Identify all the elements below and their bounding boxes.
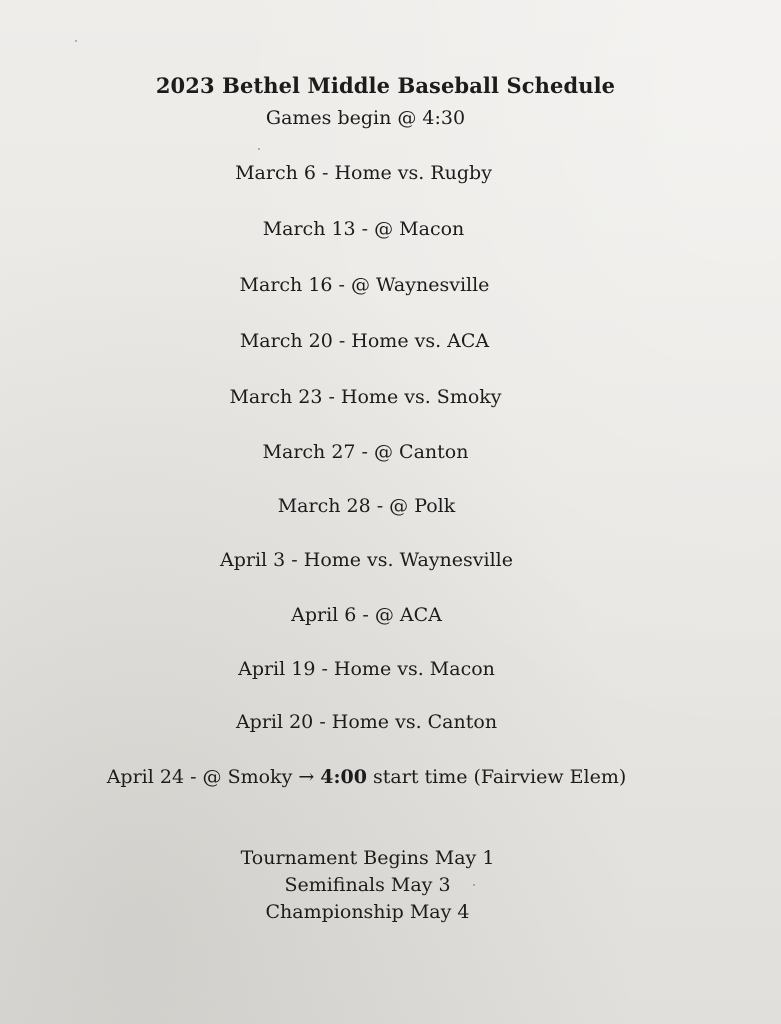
postseason-line: Tournament Begins May 1 [240,847,495,869]
final-game-prefix: April 24 - @ Smoky → [106,766,321,788]
game-row: March 28 - @ Polk [277,495,456,517]
page-subtitle: Games begin @ 4:30 [265,107,466,129]
paper-speck [258,148,260,150]
game-row: April 6 - @ ACA [291,604,442,626]
page-title: 2023 Bethel Middle Baseball Schedule [155,73,616,98]
game-row: April 19 - Home vs. Macon [238,658,495,680]
game-row: March 13 - @ Macon [262,218,465,240]
game-row-final [0,765,757,789]
game-row: March 16 - @ Waynesville [239,274,490,296]
postseason-line: Semifinals May 3 [284,874,451,896]
final-game-suffix: start time (Fairview Elem) [366,766,627,788]
game-row: April 3 - Home vs. Waynesville [220,549,513,571]
game-row: March 6 - Home vs. Rugby [235,162,492,184]
game-row: March 23 - Home vs. Smoky [229,386,502,408]
game-row: March 20 - Home vs. ACA [239,330,490,352]
game-row: March 27 - @ Canton [262,441,469,463]
game-row: April 20 - Home vs. Canton [235,711,498,733]
paper-speck [75,40,77,42]
final-game-start-time: 4:00 [320,766,367,788]
paper-speck [473,884,475,886]
postseason-line: Championship May 4 [265,901,470,923]
